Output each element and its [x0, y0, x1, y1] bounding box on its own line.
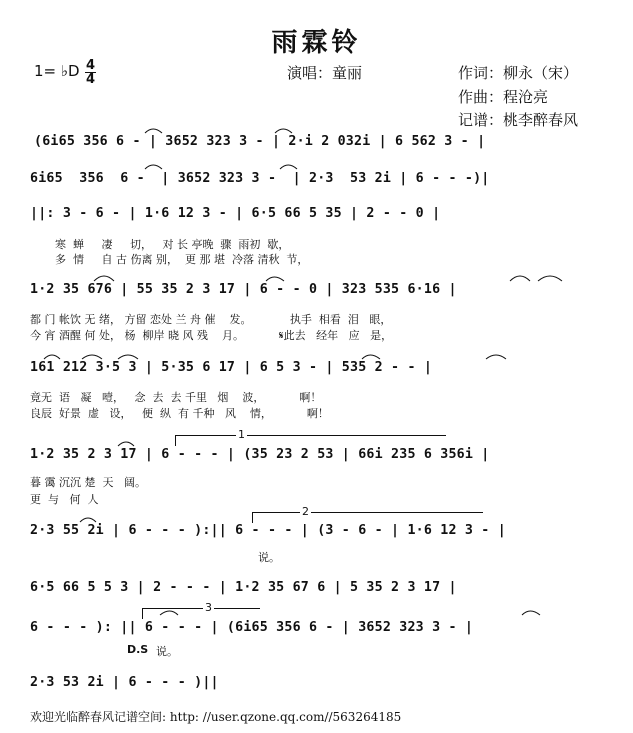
score-row: 1·2 35 676 | 55 35 2 3 17 | 6 - - 0 | 323 535 6·16 | — [30, 282, 457, 297]
lyricist-credit: 作词：柳永（宋） — [458, 64, 579, 82]
ds-marker: D.S — [127, 643, 149, 656]
lyric-line: 说。 — [156, 645, 178, 658]
footer-text: 欢迎光临醉春风记谱空间: http: //user.qzone.qq.com//563264185 — [30, 710, 402, 724]
score-row: 6i65 356 6 - | 3652 323 3 - | 2·3 53 2i | 6 - - -)| — [30, 171, 490, 186]
composer-credit: 作曲：程沧亮 — [458, 88, 549, 106]
score-row: 2·3 53 2i | 6 - - - )|| — [30, 675, 219, 690]
score-row: 1·2 35 2 3 17 | 6 - - - | (35 23 2 53 | 66i 235 6 356i | — [30, 447, 490, 462]
lyric-line: 竟无 语 凝 噎， 念 去 去 千里 烟 波， 啊！ — [30, 391, 322, 404]
score-row: 6·5 66 5 5 3 | 2 - - - | 1·2 35 67 6 | 5 35 2 3 17 | — [30, 580, 457, 595]
score-row: 161 212 3·5 3 | 5·35 6 17 | 6 5 3 - | 535 2 - - | — [30, 360, 433, 375]
score-row: (6i65 356 6 - | 3652 323 3 - | 2·i 2 032i | 6 562 3 - | — [34, 134, 486, 149]
volta-label-1: 1 — [238, 428, 245, 441]
lyric-line: 寒 蝉 凄 切， 对 长 亭晚 骤 雨初 歇， — [55, 238, 290, 251]
lyric-line: 良辰 好景 虚 设， 便 纵 有 千种 风 情， 啊！ — [30, 407, 329, 420]
singer-credit: 演唱：童丽 — [287, 64, 363, 82]
volta-label-2: 2 — [302, 505, 309, 518]
page-title: 雨霖铃 — [271, 28, 362, 58]
volta-label-3: 3 — [205, 601, 212, 614]
score-row: 6 - - - ): || 6 - - - | (6i65 356 6 - | 3652 323 3 - | — [30, 620, 474, 635]
lyric-line: 都 门 帐饮 无 绪， 方留 恋处 兰 舟 催 发。 执手 相看 泪 眼， — [30, 313, 392, 326]
lyric-line: 今 宵 酒醒 何 处， 杨 柳岸 晓 风 残 月。 𝄋此去 经年 应 是， — [30, 329, 393, 342]
lyric-line: 更 与 何 人 — [30, 493, 99, 506]
time-signature-bottom: 4 — [86, 72, 96, 87]
lyric-line: 暮 霭 沉沉 楚 天 阔。 — [30, 476, 146, 489]
time-signature-top: 4 — [86, 58, 96, 73]
lyric-line: 说。 — [258, 551, 280, 564]
transcriber-credit: 记谱：桃李醉春风 — [458, 111, 579, 129]
key-signature: 1= ♭D — [34, 62, 80, 80]
lyric-line: 多 情 自 古 伤离 别， 更 那 堪 冷落 清秋 节， — [55, 253, 309, 266]
score-row: 2·3 55 2i | 6 - - - ):|| 6 - - - | (3 - 6 - | 1·6 12 3 - | — [30, 523, 506, 538]
score-row: ||: 3 - 6 - | 1·6 12 3 - | 6·5 66 5 35 | 2 - - 0 | — [30, 206, 441, 221]
